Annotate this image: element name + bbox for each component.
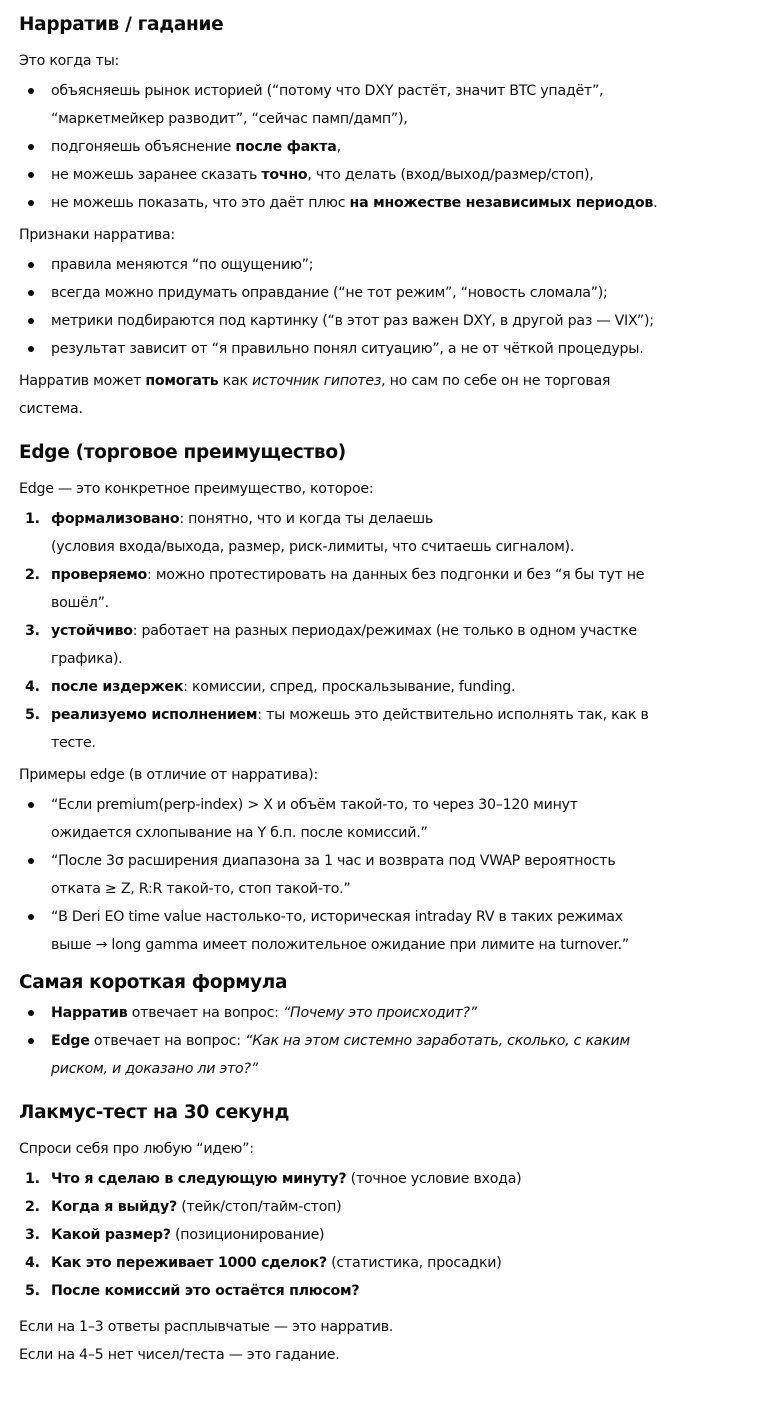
list-item: “В Deri EO time value настолько-то, историческая intraday RV в таких режимах выше → long gamma имеет положительное ожидание при лимите на turnover.” xyxy=(19,903,651,959)
list-item: всегда можно придумать оправдание (“не тот режим”, “новость сломала”); xyxy=(19,279,738,307)
edge-intro: Edge — это конкретное преимущество, которое: xyxy=(19,481,374,497)
list-item: 5. реализуемо исполнением: ты можешь это действительно исполнять так, как в тесте. xyxy=(25,707,649,751)
list-item: 4. Как это переживает 1000 сделок? (статистика, просадки) xyxy=(25,1255,502,1271)
list-item: объясняешь рынок историей (“потому что DXY растёт, значит BTC упадёт”, “маркетмейкер разводит”, “сейчас памп/дамп”), xyxy=(19,77,611,133)
list-item: подгоняешь объяснение после факта, xyxy=(19,133,738,161)
edge-examples-intro: Примеры edge (в отличие от нарратива): xyxy=(19,767,318,783)
formula-list xyxy=(19,999,738,1083)
heading-edge: Edge (торговое преимущество) xyxy=(19,442,346,463)
litmus-outro-2: Если на 4–5 нет чисел/теста — это гадание. xyxy=(19,1347,340,1363)
list-item: 4. после издержек: комиссии, спред, проскальзывание, funding. xyxy=(25,679,516,695)
narrative-intro: Это когда ты: xyxy=(19,53,120,69)
list-item: метрики подбираются под картинку (“в этот раз важен DXY, в другой раз — VIX”); xyxy=(19,307,738,335)
list-item: 2. Когда я выйду? (тейк/стоп/тайм-стоп) xyxy=(25,1199,342,1215)
litmus-intro: Спроси себя про любую “идею”: xyxy=(19,1141,254,1157)
heading-litmus: Лакмус-тест на 30 секунд xyxy=(19,1102,290,1123)
narrative-signs-intro: Признаки нарратива: xyxy=(19,227,175,243)
list-item: 3. Какой размер? (позиционирование) xyxy=(25,1227,325,1243)
list-item: 5. После комиссий это остаётся плюсом? xyxy=(25,1283,360,1299)
narrative-conclusion: Нарратив может помогать как источник гипотез, но сам по себе он не торговая система. xyxy=(19,373,611,417)
list-item: результат зависит от “я правильно понял ситуацию”, а не от чёткой процедуры. xyxy=(19,335,738,363)
edge-examples-list xyxy=(19,791,738,959)
list-item: “После 3σ расширения диапазона за 1 час и возврата под VWAP вероятность отката ≥ Z, R:R такой-то, стоп такой-то.” xyxy=(19,847,641,903)
list-item: 3. устойчиво: работает на разных периодах/режимах (не только в одном участке графика). xyxy=(25,623,637,667)
heading-formula: Самая короткая формула xyxy=(19,972,288,993)
narrative-signs-list xyxy=(19,251,738,363)
list-item: не можешь заранее сказать точно, что делать (вход/выход/размер/стоп), xyxy=(19,161,738,189)
list-item: Нарратив отвечает на вопрос: “Почему это происходит?” xyxy=(19,999,738,1027)
list-item: 2. проверяемо: можно протестировать на данных без подгонки и без “я бы тут не вошёл”. xyxy=(25,567,645,611)
list-item: Edge отвечает на вопрос: “Как на этом системно заработать, сколько, с каким риском, и доказано ли это?” xyxy=(19,1027,661,1083)
edge-list xyxy=(19,505,738,757)
list-item: правила меняются “по ощущению”; xyxy=(19,251,738,279)
litmus-outro-1: Если на 1–3 ответы расплывчатые — это нарратив. xyxy=(19,1319,394,1335)
narrative-list xyxy=(19,77,738,217)
list-item: 1. формализовано: понятно, что и когда ты делаешь (условия входа/выхода, размер, риск-лимиты, что считаешь сигналом). xyxy=(25,511,575,555)
litmus-list xyxy=(19,1165,738,1305)
list-item: 1. Что я сделаю в следующую минуту? (точное условие входа) xyxy=(25,1171,522,1187)
list-item: “Если premium(perp-index) > X и объём такой-то, то через 30–120 минут ожидается схлопывание на Y б.п. после комиссий.” xyxy=(19,791,611,847)
list-item: не можешь показать, что это даёт плюс на множестве независимых периодов. xyxy=(19,189,738,217)
heading-narrative: Нарратив / гадание xyxy=(19,14,224,35)
